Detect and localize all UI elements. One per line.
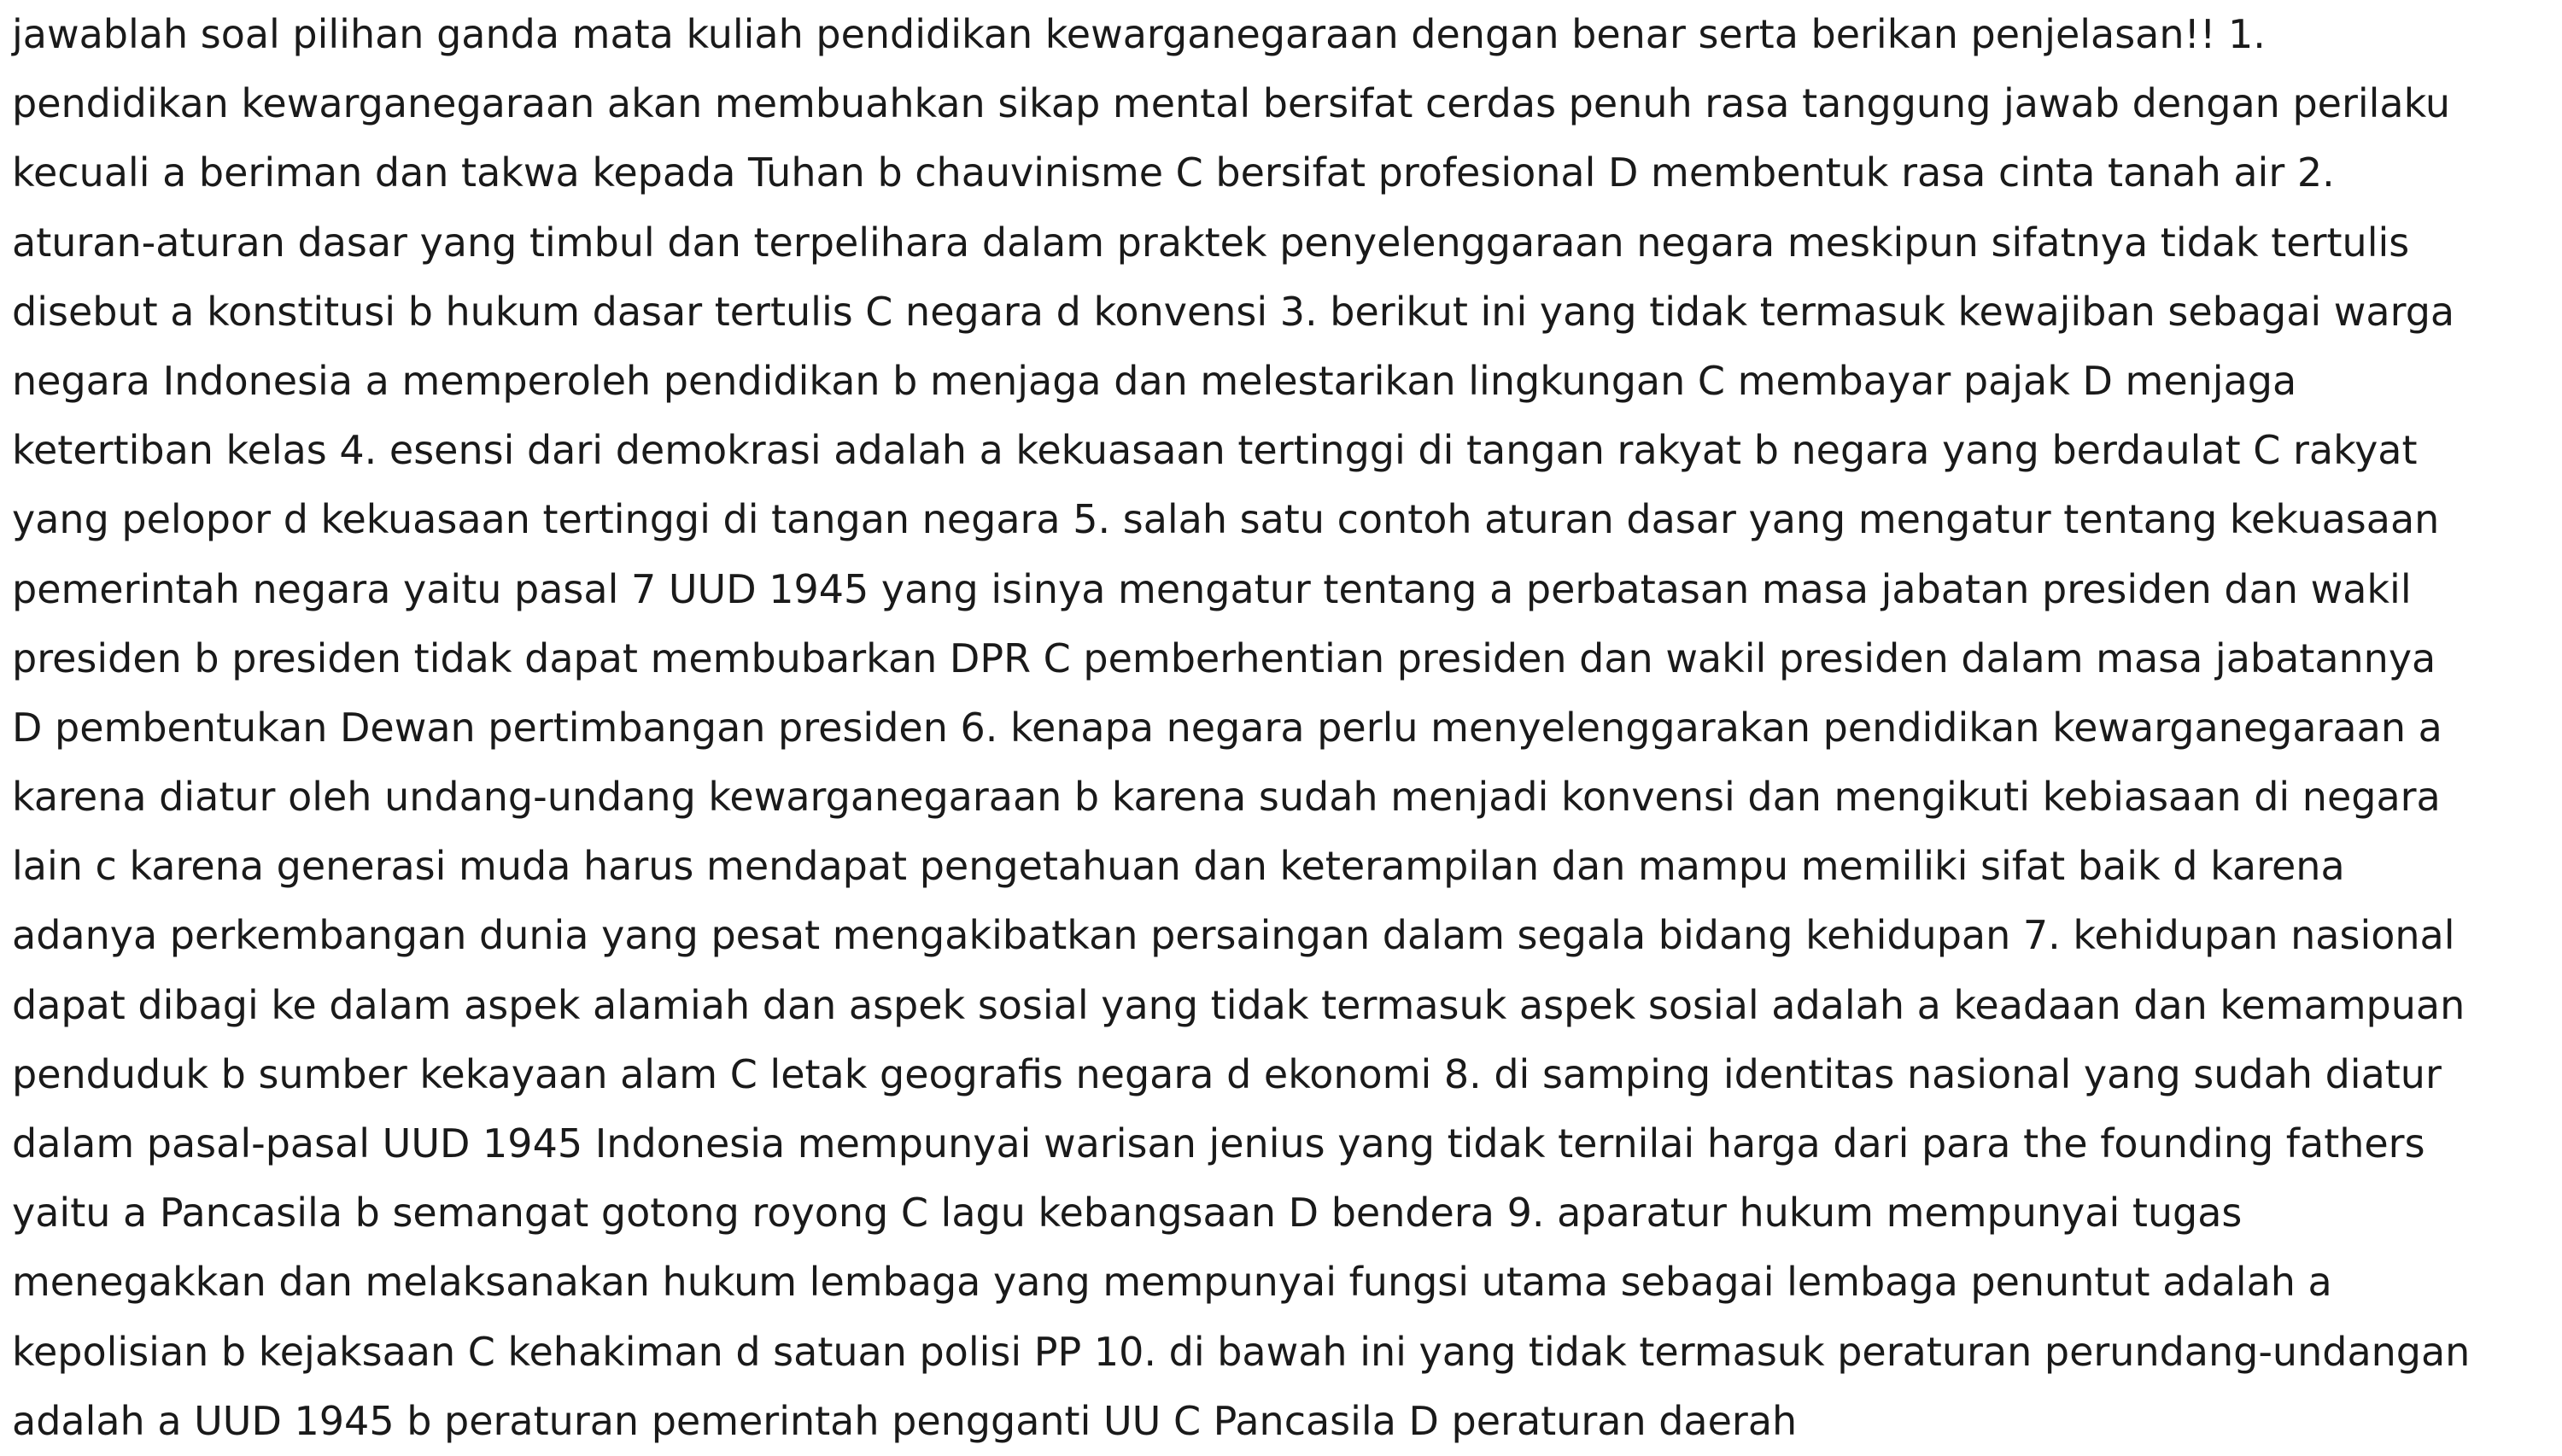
text-line-2: pendidikan kewarganegaraan akan membuahkan sikap mental bersifat cerdas penuh rasa tanggung jawab dengan perilaku (12, 80, 2450, 127)
text-line-18: yaitu a Pancasila b semangat gotong royong C lagu kebangsaan D bendera 9. aparatur hukum mempunyai tugas (12, 1190, 2243, 1237)
text-line-17: dalam pasal-pasal UUD 1945 Indonesia mempunyai warisan jenius yang tidak ternilai harga dari para the founding fathers (12, 1120, 2425, 1167)
text-line-13: lain c karena generasi muda harus mendapat pengetahuan dan keterampilan dan mampu memiliki sifat baik d karena (12, 843, 2345, 890)
text-line-10: presiden b presiden tidak dapat membubarkan DPR C pemberhentian presiden dan wakil presiden dalam masa jabatannya (12, 634, 2436, 681)
text-line-16: penduduk b sumber kekayaan alam C letak geografis negara d ekonomi 8. di samping identitas nasional yang sudah diatur (12, 1050, 2442, 1097)
text-line-6: negara Indonesia a memperoleh pendidikan b menjaga dan melestarikan lingkungan C membayar pajak D menjaga (12, 357, 2297, 404)
text-line-20: kepolisian b kejaksaan C kehakiman d satuan polisi PP 10. di bawah ini yang tidak termasuk peraturan perundang-undangan (12, 1328, 2471, 1375)
text-line-3: kecuali a beriman dan takwa kepada Tuhan b chauvinisme C bersifat profesional D membentuk rasa cinta tanah air 2. (12, 149, 2335, 196)
text-line-21: adalah a UUD 1945 b peraturan pemerintah pengganti UU C Pancasila D peraturan daerah (12, 1397, 1798, 1444)
text-line-7: ketertiban kelas 4. esensi dari demokrasi adalah a kekuasaan tertinggi di tangan rakyat b negara yang berdaulat C rakyat (12, 427, 2418, 474)
text-line-8: yang pelopor d kekuasaan tertinggi di tangan negara 5. salah satu contoh aturan dasar yang mengatur tentang kekuasaan (12, 496, 2440, 543)
text-line-1: jawablah soal pilihan ganda mata kuliah pendidikan kewarganegaraan dengan benar serta berikan penjelasan!! 1. (12, 11, 2266, 57)
text-line-9: pemerintah negara yaitu pasal 7 UUD 1945 yang isinya mengatur tentang a perbatasan masa jabatan presiden dan wakil (12, 565, 2412, 612)
text-line-19: menegakkan dan melaksanakan hukum lembaga yang mempunyai fungsi utama sebagai lembaga penuntut adalah a (12, 1259, 2332, 1306)
text-line-4: aturan-aturan dasar yang timbul dan terpelihara dalam praktek penyelenggaraan negara meskipun sifatnya tidak tertulis (12, 219, 2410, 266)
text-line-11: D pembentukan Dewan pertimbangan presiden 6. kenapa negara perlu menyelenggarakan pendidikan kewarganegaraan a (12, 704, 2442, 751)
text-line-12: karena diatur oleh undang-undang kewarganegaraan b karena sudah menjadi konvensi dan mengikuti kebiasaan di negara (12, 774, 2441, 821)
text-line-5: disebut a konstitusi b hukum dasar tertulis C negara d konvensi 3. berikut ini yang tidak termasuk kewajiban sebagai warga (12, 288, 2455, 335)
text-line-14: adanya perkembangan dunia yang pesat mengakibatkan persaingan dalam segala bidang kehidupan 7. kehidupan nasional (12, 912, 2455, 959)
text-line-15: dapat dibagi ke dalam aspek alamiah dan aspek sosial yang tidak termasuk aspek sosial adalah a keadaan dan kemampuan (12, 981, 2465, 1028)
question-text-block (12, 0, 2562, 1453)
